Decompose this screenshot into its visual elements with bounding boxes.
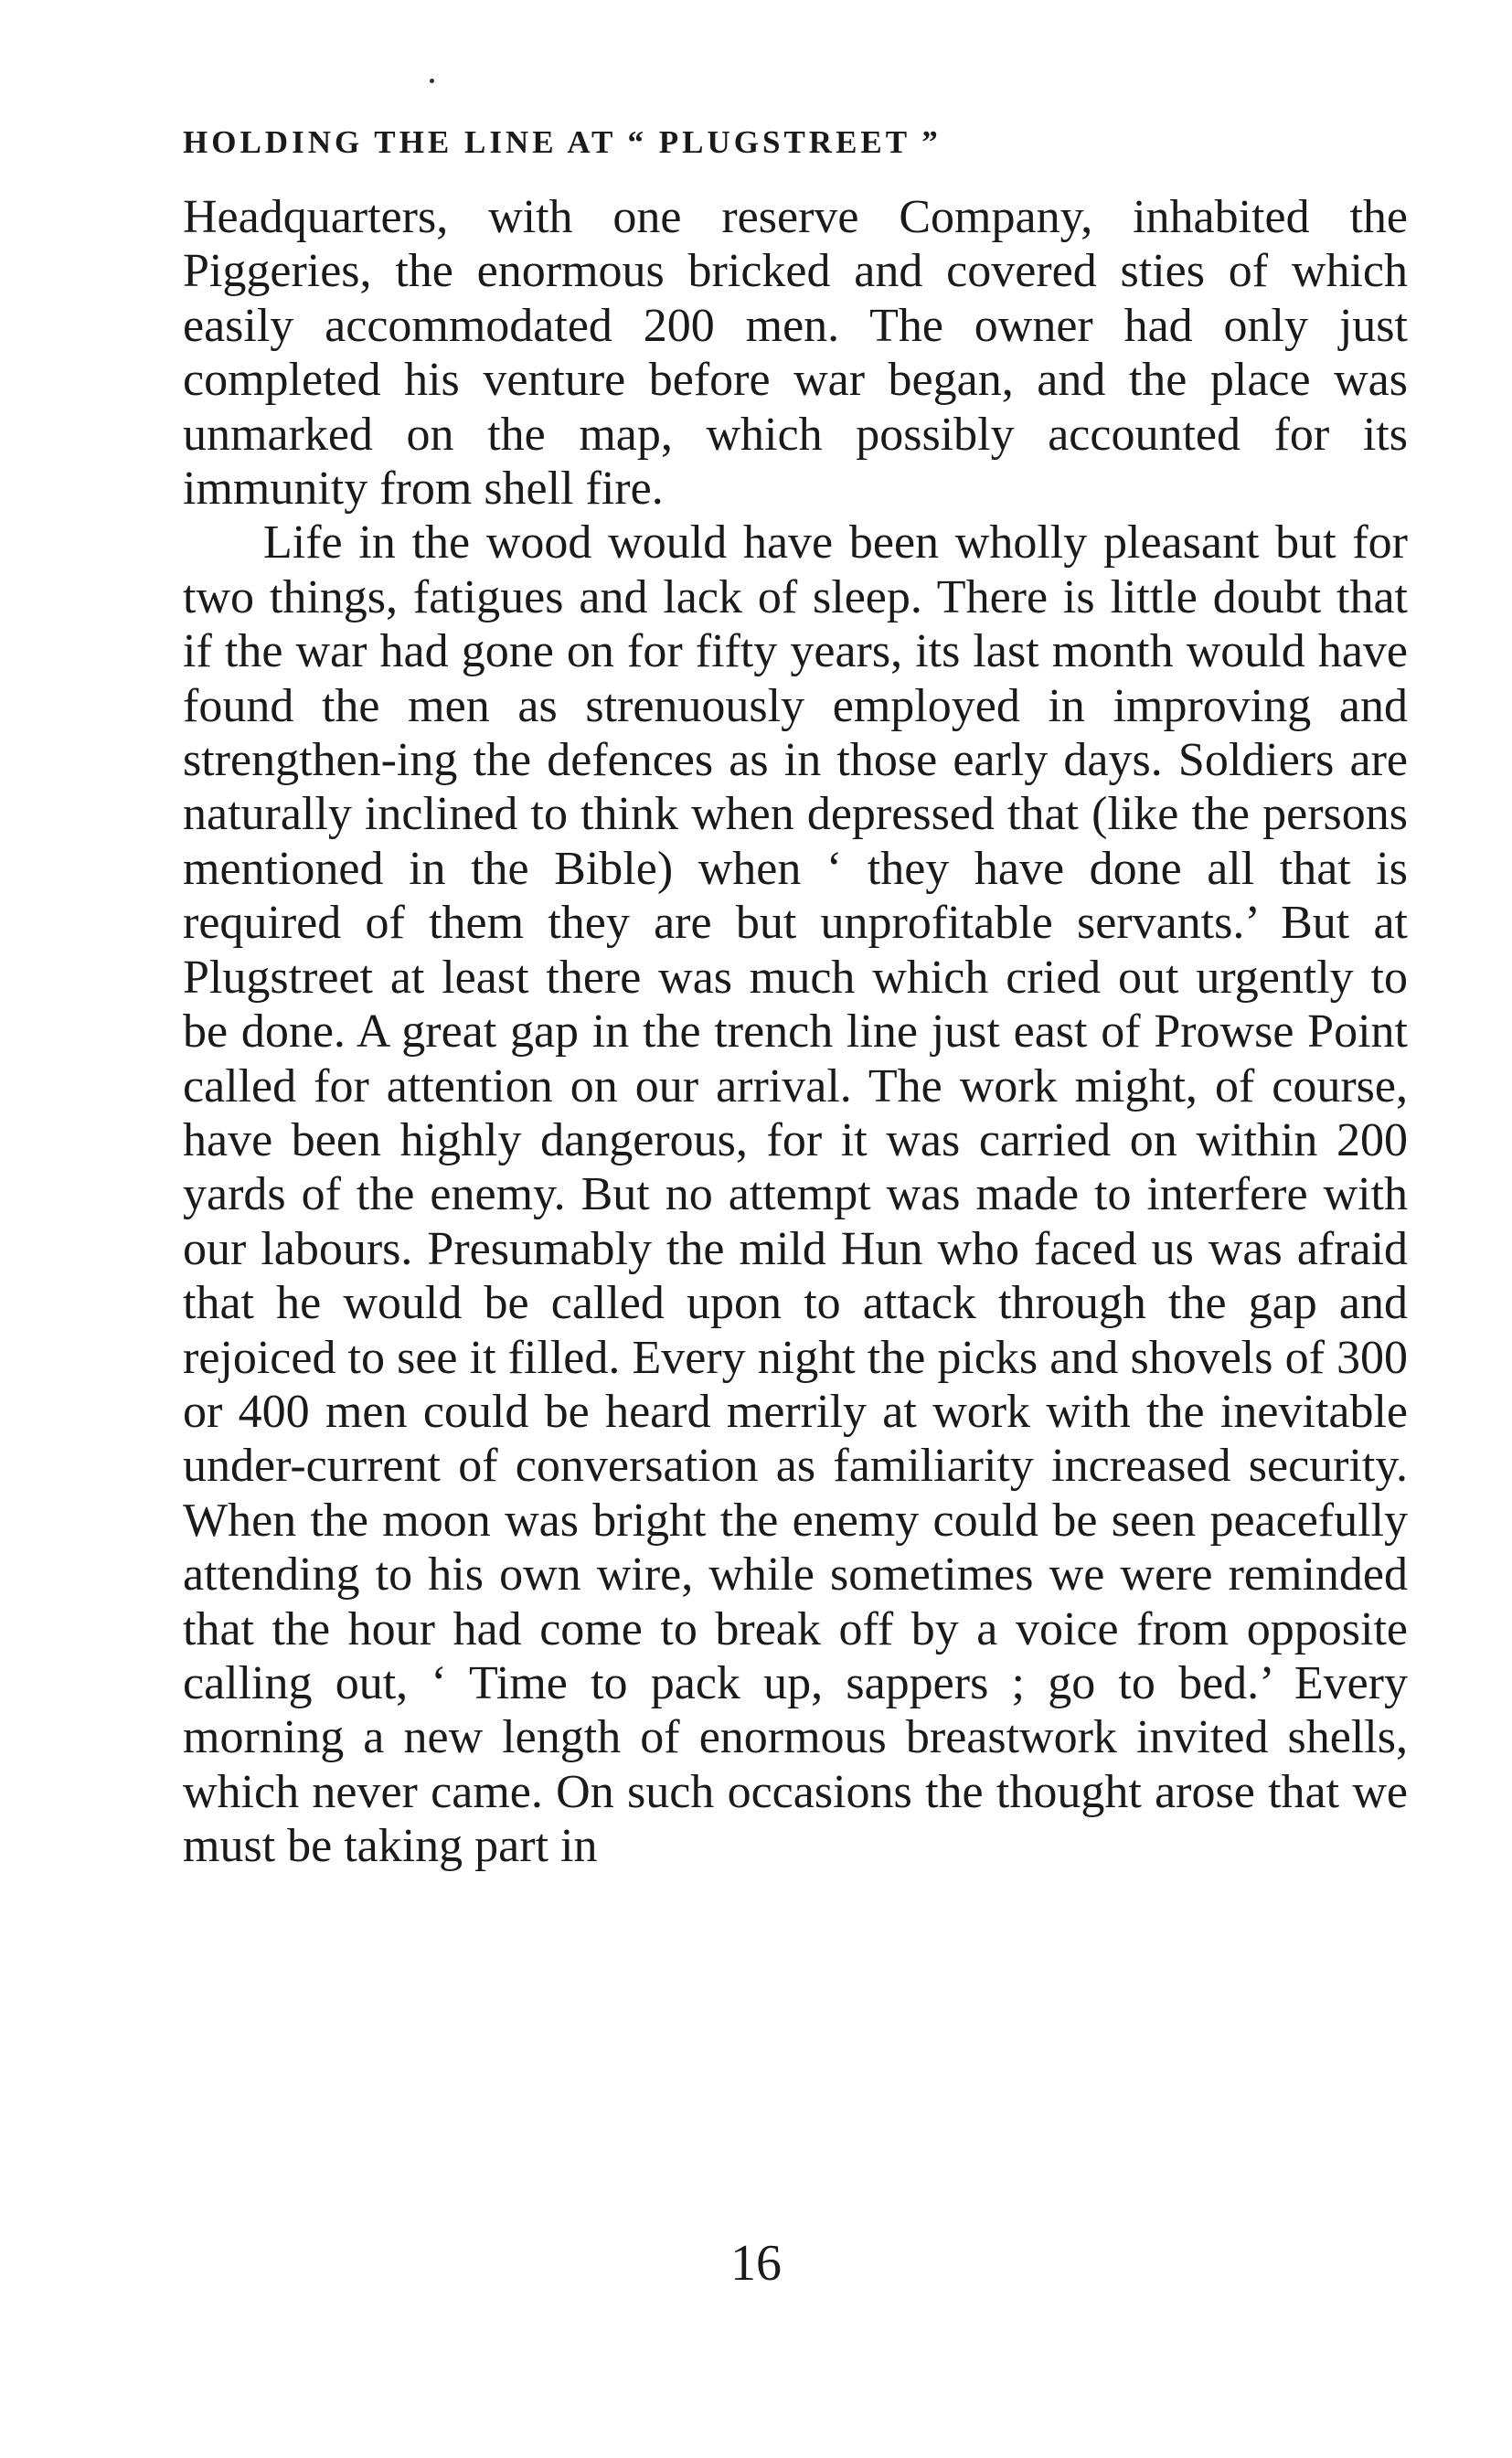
body-text xyxy=(183,190,1408,1874)
print-speck xyxy=(430,79,434,83)
running-head: HOLDING THE LINE AT “ PLUGSTREET ” xyxy=(183,124,942,160)
paragraph-2: Life in the wood would have been wholly pleasant but for two things, fatigues and lack of sleep. There is little doubt that if the war had gone on for fifty years, its last month would have found the men as strenuously employed in improving and strengthen-ing the defences as in those early days. Soldiers are naturally inclined to think when depressed that (like the persons mentioned in the Bible) when ‘ they have done all that is required of them they are but unprofitable servants.’ But at Plugstreet at least there was much which cried out urgently to be done. A great gap in the trench line just east of Prowse Point called for attention on our arrival. The work might, of course, have been highly dangerous, for it was carried on within 200 yards of the enemy. But no attempt was made to interfere with our labours. Presumably the mild Hun who faced us was afraid that he would be called upon to attack through the gap and rejoiced to see it filled. Every night the picks and shovels of 300 or 400 men could be heard merrily at work with the inevitable under-current of conversation as familiarity increased security. When the moon was bright the enemy could be seen peacefully attending to his own wire, while sometimes we were reminded that the hour had come to break off by a voice from opposite calling out, ‘ Time to pack up, sappers ; go to bed.’ Every morning a new length of enormous breastwork invited shells, which never came. On such occasions the thought arose that we must be taking part in xyxy=(183,516,1408,1873)
paragraph-1: Headquarters, with one reserve Company, inhabited the Piggeries, the enormous bricked and covered sties of which easily accommodated 200 men. The owner had only just completed his venture before war began, and the place was unmarked on the map, which possibly accounted for its immunity from shell fire. xyxy=(183,191,1408,516)
page-number: 16 xyxy=(730,2235,782,2292)
